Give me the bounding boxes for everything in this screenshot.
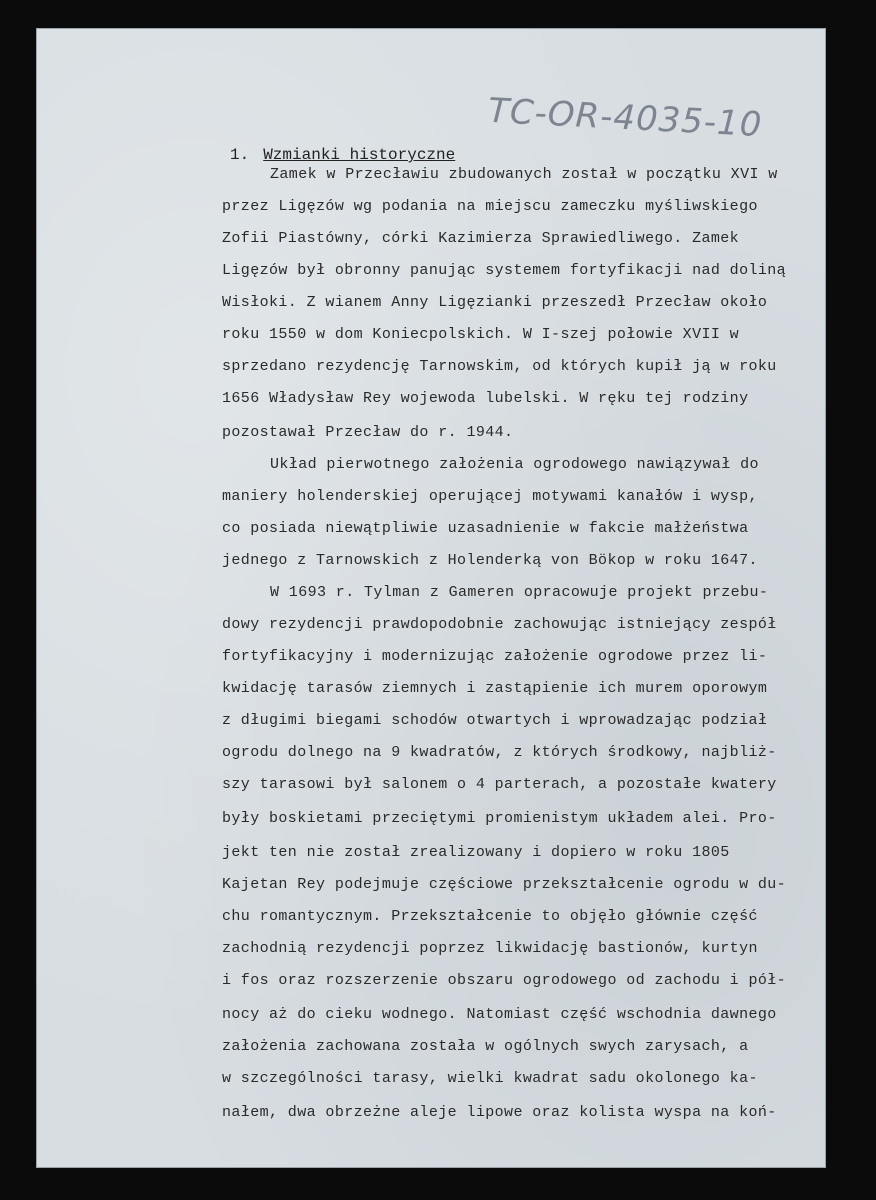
text-line: Ligęzów był obronny panując systemem fortyfikacji nad doliną [222, 262, 787, 279]
text-line: zachodnią rezydencji poprzez likwidację bastionów, kurtyn [222, 940, 758, 957]
section-number: 1. [230, 146, 250, 164]
section-heading [230, 146, 455, 164]
text-line: Układ pierwotnego założenia ogrodowego nawiązywał do [270, 456, 759, 473]
text-line: Kajetan Rey podejmuje częściowe przekształcenie ogrodu w du- [222, 876, 787, 893]
text-line: przez Ligęzów wg podania na miejscu zameczku myśliwskiego [222, 198, 758, 215]
text-line: sprzedano rezydencję Tarnowskim, od których kupił ją w roku [222, 358, 777, 375]
text-line: maniery holenderskiej operującej motywami kanałów i wysp, [222, 488, 758, 505]
text-line: nocy aż do cieku wodnego. Natomiast część wschodnia dawnego [222, 1006, 777, 1023]
text-line: szy tarasowi był salonem o 4 parterach, a pozostałe kwatery [222, 776, 777, 793]
text-line: 1656 Władysław Rey wojewoda lubelski. W ręku tej rodziny [222, 390, 749, 407]
text-line: Zamek w Przecławiu zbudowanych został w początku XVI w [270, 166, 778, 183]
text-line: dowy rezydencji prawdopodobnie zachowując istniejący zespół [222, 616, 777, 633]
text-line: jednego z Tarnowskich z Holenderką von Bökop w roku 1647. [222, 552, 758, 569]
text-line: były boskietami przeciętymi promienistym układem alei. Pro- [222, 810, 777, 827]
text-line: założenia zachowana została w ogólnych swych zarysach, a [222, 1038, 749, 1055]
catalog-number-handwritten: TC-OR-4035-10 [487, 90, 764, 146]
text-line: w szczególności tarasy, wielki kwadrat sadu okolonego ka- [222, 1070, 758, 1087]
text-line: chu romantycznym. Przekształcenie to objęło głównie część [222, 908, 758, 925]
text-line: i fos oraz rozszerzenie obszaru ogrodowego od zachodu i pół- [222, 972, 787, 989]
text-line: W 1693 r. Tylman z Gameren opracowuje projekt przebu- [270, 584, 769, 601]
text-line: pozostawał Przecław do r. 1944. [222, 424, 514, 441]
section-title: Wzmianki historyczne [263, 146, 456, 164]
text-line: co posiada niewątpliwie uzasadnienie w fakcie małżeństwa [222, 520, 749, 537]
text-line: Wisłoki. Z wianem Anny Ligęzianki przeszedł Przecław około [222, 294, 768, 311]
text-line: ogrodu dolnego na 9 kwadratów, z których środkowy, najbliż- [222, 744, 777, 761]
text-line: jekt ten nie został zrealizowany i dopiero w roku 1805 [222, 844, 730, 861]
text-line: z długimi biegami schodów otwartych i wprowadzając podział [222, 712, 768, 729]
text-line: kwidację tarasów ziemnych i zastąpienie ich murem oporowym [222, 680, 768, 697]
text-line: fortyfikacyjny i modernizując założenie ogrodowe przez li- [222, 648, 768, 665]
text-line: nałem, dwa obrzeżne aleje lipowe oraz kolista wyspa na koń- [222, 1104, 777, 1121]
text-line: roku 1550 w dom Koniecpolskich. W I-szej połowie XVII w [222, 326, 740, 343]
text-line: Zofii Piastówny, córki Kazimierza Sprawiedliwego. Zamek [222, 230, 740, 247]
